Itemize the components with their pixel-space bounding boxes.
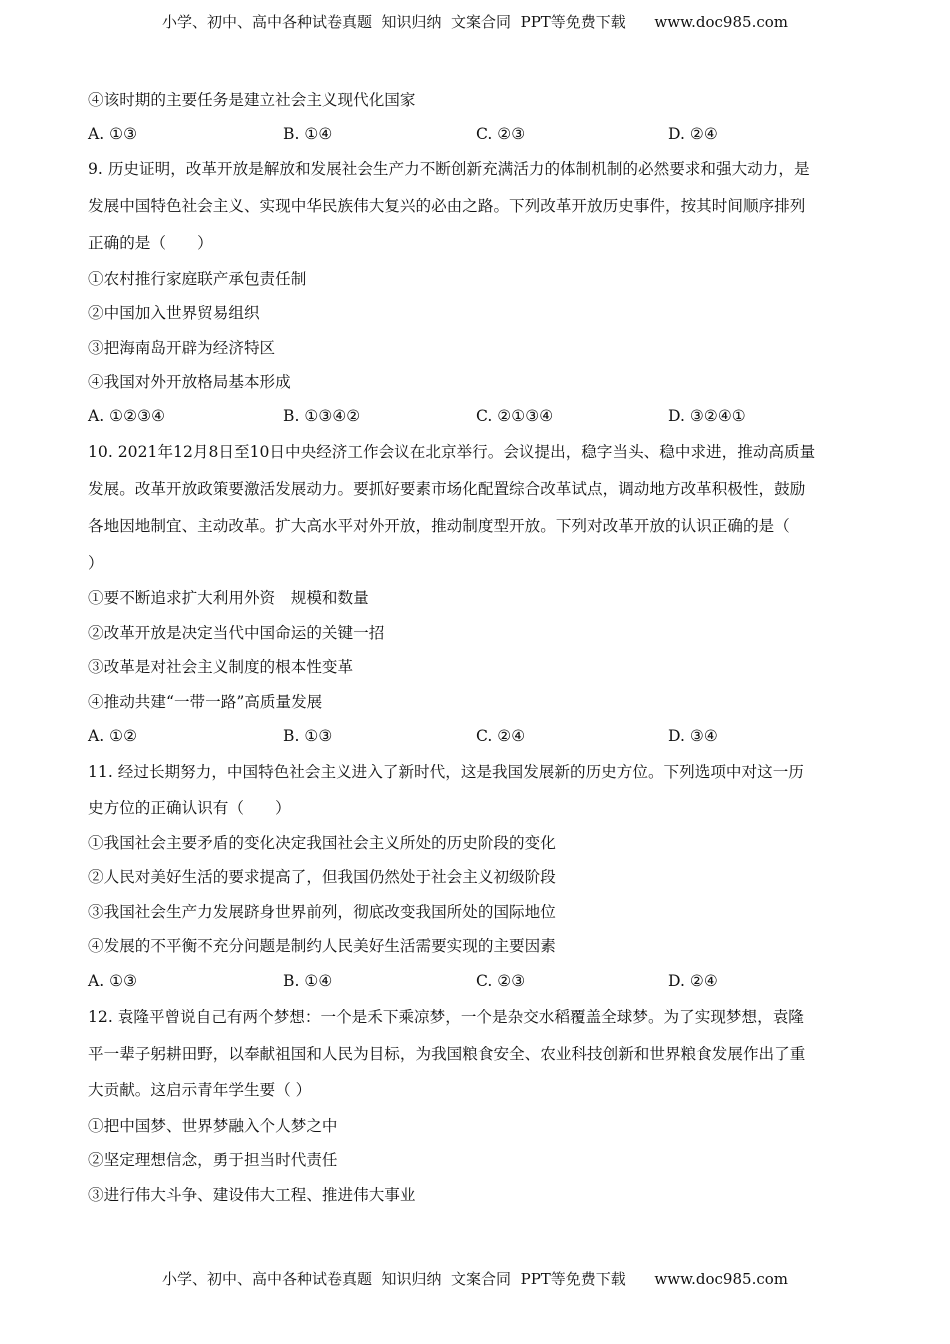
q12-item-2: ②坚定理想信念，勇于担当时代责任 bbox=[88, 1151, 338, 1169]
q12-item-1: ①把中国梦、世界梦融入个人梦之中 bbox=[88, 1117, 338, 1135]
q11-stem-line: 史方位的正确认识有（ ） bbox=[88, 799, 291, 817]
q11-item-1: ①我国社会主要矛盾的变化决定我国社会主义所处的历史阶段的变化 bbox=[88, 834, 556, 852]
q9-option-a: A. ①②③④ bbox=[88, 407, 166, 425]
q11-item-3: ③我国社会生产力发展跻身世界前列，彻底改变我国所处的国际地位 bbox=[88, 903, 556, 921]
page-footer: 小学、初中、高中各种试卷真题 知识归纳 文案合同 PPT等免费下载 www.doc985.com bbox=[161, 1270, 788, 1288]
q12-item-3: ③进行伟大斗争、建设伟大工程、推进伟大事业 bbox=[88, 1186, 416, 1204]
page-header: 小学、初中、高中各种试卷真题 知识归纳 文案合同 PPT等免费下载 www.doc985.com bbox=[161, 13, 788, 31]
q8-option-b: B. ①④ bbox=[283, 125, 333, 143]
q9-item-2: ②中国加入世界贸易组织 bbox=[88, 304, 260, 322]
q9-stem-line: 发展中国特色社会主义、实现中华民族伟大复兴的必由之路。下列改革开放历史事件，按其时间顺序排列 bbox=[88, 197, 806, 215]
q11-option-b: B. ①④ bbox=[283, 972, 333, 990]
q9-option-c: C. ②①③④ bbox=[476, 407, 554, 425]
q11-option-a: A. ①③ bbox=[88, 972, 138, 990]
q9-item-4: ④我国对外开放格局基本形成 bbox=[88, 373, 291, 391]
q9-option-b: B. ①③④② bbox=[283, 407, 361, 425]
q10-item-2: ②改革开放是决定当代中国命运的关键一招 bbox=[88, 624, 385, 642]
q11-stem-line: 11. 经过长期努力，中国特色社会主义进入了新时代，这是我国发展新的历史方位。下列选项中对这一历 bbox=[88, 763, 804, 781]
q10-stem-line: 各地因地制宜、主动改革。扩大高水平对外开放，推动制度型开放。下列对改革开放的认识正确的是（ bbox=[88, 517, 790, 535]
q9-stem-line: 9. 历史证明，改革开放是解放和发展社会生产力不断创新充满活力的体制机制的必然要求和强大动力，是 bbox=[88, 160, 810, 178]
q10-option-b: B. ①③ bbox=[283, 727, 333, 745]
q10-stem-line: 发展。改革开放政策要激活发展动力。要抓好要素市场化配置综合改革试点，调动地方改革积极性，鼓励 bbox=[88, 480, 806, 498]
q10-item-3: ③改革是对社会主义制度的根本性变革 bbox=[88, 658, 354, 676]
q10-option-d: D. ③④ bbox=[668, 727, 718, 745]
q9-stem-line: 正确的是（ ） bbox=[88, 234, 213, 252]
q8-option-c: C. ②③ bbox=[476, 125, 526, 143]
q10-stem-line: ） bbox=[88, 554, 104, 572]
q9-option-d: D. ③②④① bbox=[668, 407, 746, 425]
q10-option-a: A. ①② bbox=[88, 727, 138, 745]
q11-item-2: ②人民对美好生活的要求提高了，但我国仍然处于社会主义初级阶段 bbox=[88, 868, 556, 886]
q9-item-1: ①农村推行家庭联产承包责任制 bbox=[88, 270, 307, 288]
q10-option-c: C. ②④ bbox=[476, 727, 526, 745]
q12-stem-line: 12. 袁隆平曾说自己有两个梦想：一个是禾下乘凉梦，一个是杂交水稻覆盖全球梦。为了实现梦想，袁隆 bbox=[88, 1008, 804, 1026]
q12-stem-line: 平一辈子躬耕田野，以奉献祖国和人民为目标，为我国粮食安全、农业科技创新和世界粮食发展作出了重 bbox=[88, 1045, 806, 1063]
q10-item-4: ④推动共建“一带一路”高质量发展 bbox=[88, 693, 323, 711]
q11-item-4: ④发展的不平衡不充分问题是制约人民美好生活需要实现的主要因素 bbox=[88, 937, 556, 955]
q9-item-3: ③把海南岛开辟为经济特区 bbox=[88, 339, 276, 357]
q10-stem-line: 10. 2021年12月8日至10日中央经济工作会议在北京举行。会议提出，稳字当头、稳中求进，推动高质量 bbox=[88, 443, 816, 461]
q8-option-d: D. ②④ bbox=[668, 125, 718, 143]
q8-option-a: A. ①③ bbox=[88, 125, 138, 143]
q8-item-4: ④该时期的主要任务是建立社会主义现代化国家 bbox=[88, 91, 416, 109]
q12-stem-line: 大贡献。这启示青年学生要（ ） bbox=[88, 1081, 312, 1099]
q11-option-d: D. ②④ bbox=[668, 972, 718, 990]
q10-item-1: ①要不断追求扩大利用外资 规模和数量 bbox=[88, 589, 369, 607]
q11-option-c: C. ②③ bbox=[476, 972, 526, 990]
